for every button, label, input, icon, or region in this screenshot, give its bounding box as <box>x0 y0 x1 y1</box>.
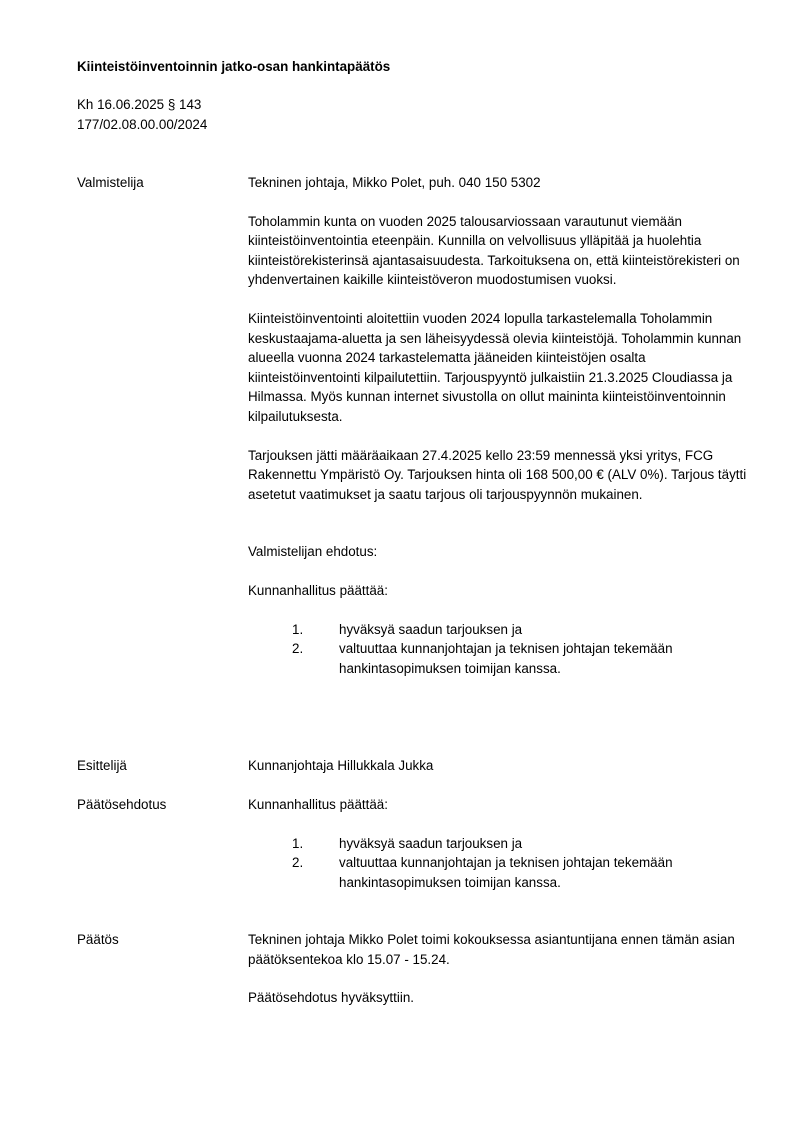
decision-text: Tekninen johtaja Mikko Polet toimi kokouksessa asiantuntijana ennen tämän asian päätöksentekoa klo 15.07 - 15.24. <box>248 932 735 967</box>
decision-proposal-list <box>248 834 758 893</box>
record-id: 177/02.08.00.00/2024 <box>77 116 208 132</box>
document-meta <box>77 95 207 134</box>
preparer-content <box>248 173 758 678</box>
decision-content <box>248 930 758 1027</box>
decision-proposal-label: Päätösehdotus <box>77 797 167 812</box>
list-item-text: valtuuttaa kunnanjohtajan ja teknisen johtajan tekemään hankintasopimuksen toimijan kanssa. <box>339 641 673 676</box>
list-item-text: hyväksyä saadun tarjouksen ja <box>339 621 523 637</box>
preparer-paragraph: Kiinteistöinventointi aloitettiin vuoden 2024 lopulla tarkastelemalla Toholammin keskustaajama-aluetta ja sen läheisyydessä olevia kiinteistöjä. Toholammin kunnan alueella vuonna 2024 tarkastelematta jääneiden kiinteistöjen osalta kiinteistöinventointi kilpailutettiin. Tarjouspyyntö julkaistiin 21.3.2025 Cloudiassa ja Hilmassa. Myös kunnan internet sivustolla on ollut maininta kiinteistöinventoinnin kilpailutuksesta. <box>248 310 742 424</box>
preparer-proposal-heading: Valmistelijan ehdotus: <box>248 544 378 560</box>
list-item-text: valtuuttaa kunnanjohtajan ja teknisen johtajan tekemään hankintasopimuksen toimijan kanssa. <box>339 855 673 890</box>
list-item <box>248 620 758 640</box>
decision-proposal-content <box>248 795 758 892</box>
list-item-number: 1. <box>292 835 304 851</box>
session-reference: Kh 16.06.2025 § 143 <box>77 97 202 112</box>
decision-result: Päätösehdotus hyväksyttiin. <box>248 990 414 1006</box>
preparer-paragraph: Toholammin kunta on vuoden 2025 talousarviossaan varautunut viemään kiinteistöinventointia eteenpäin. Kunnilla on velvollisuus ylläpitää ja huolehtia kiinteistörekisterinsä ajantasaisuudesta. Tarkoituksena on, että kiinteistörekisteri on yhdenvertainen kaikille kiinteistöveron muodostumisen vuoksi. <box>248 213 740 288</box>
preparer-paragraph: Tarjouksen jätti määräaikaan 27.4.2025 kello 23:59 mennessä yksi yritys, FCG Rakennettu Ympäristö Oy. Tarjouksen hinta oli 168 500,00 € (ALV 0%). Tarjous täytti asetetut vaatimukset ja saatu tarjous oli tarjouspyynnön mukainen. <box>248 447 747 502</box>
document-title: Kiinteistöinventoinnin jatko-osan hankintapäätös <box>77 59 391 74</box>
decision-label: Päätös <box>77 932 119 947</box>
list-item-number: 1. <box>292 621 304 637</box>
preparer-name-line: Tekninen johtaja, Mikko Polet, puh. 040 150 5302 <box>248 175 541 190</box>
presenter-label: Esittelijä <box>77 758 127 773</box>
preparer-decision-list <box>248 620 758 679</box>
preparer-decides: Kunnanhallitus päättää: <box>248 582 388 598</box>
decision-proposal-decides: Kunnanhallitus päättää: <box>248 797 388 812</box>
list-item <box>248 834 758 854</box>
presenter-content <box>248 756 758 795</box>
preparer-label: Valmistelija <box>77 175 144 190</box>
list-item-number: 2. <box>292 855 304 871</box>
list-item <box>248 639 758 678</box>
list-item <box>248 853 758 892</box>
list-item-text: hyväksyä saadun tarjouksen ja <box>339 835 523 851</box>
presenter-name: Kunnanjohtaja Hillukkala Jukka <box>248 758 434 773</box>
list-item-number: 2. <box>292 641 304 657</box>
